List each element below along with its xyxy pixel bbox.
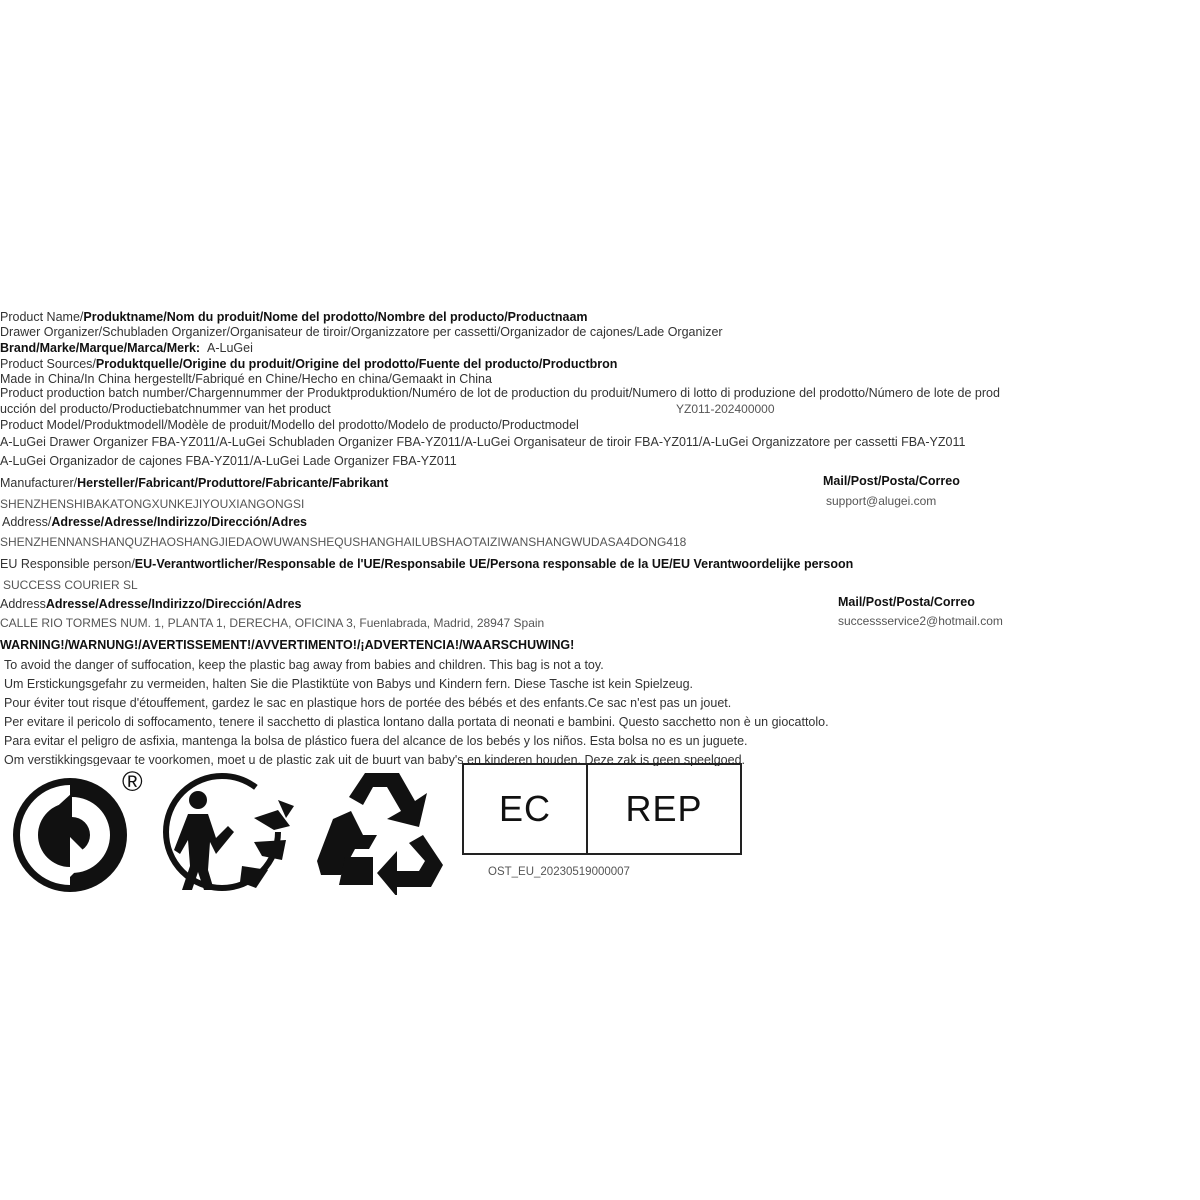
recycle-icon [315,765,450,895]
eu-responsible-value: SUCCESS COURIER SL [3,578,138,592]
eu-address-label: AddressAdresse/Adresse/Indirizzo/Dirección/Adres [0,597,302,611]
rep-label: REP [625,788,703,829]
manufacturer-mail-label: Mail/Post/Posta/Correo [823,474,960,488]
warning-line: Per evitare il pericolo di soffocamento, tenere il sacchetto di plastica lontano dalla portata di neonati e bambini. Questo sacchetto non è un giocattolo. [4,715,829,729]
eu-mail-label: Mail/Post/Posta/Correo [838,595,975,609]
ec-code: OST_EU_20230519000007 [488,866,630,878]
eu-address-value: CALLE RIO TORMES NUM. 1, PLANTA 1, DERECHA, OFICINA 3, Fuenlabrada, Madrid, 28947 Spain [0,616,545,630]
model-value-1: A-LuGei Drawer Organizer FBA-YZ011/A-LuGei Schubladen Organizer FBA-YZ011/A-LuGei Organisateur de tiroir FBA-YZ011/A-LuGei Organizzatore per cassetti FBA-YZ011 [0,435,966,449]
triman-icon [158,770,306,900]
eu-mail-value: successservice2@hotmail.com [838,614,1003,628]
green-dot-icon [10,775,130,895]
address-label: Address/Adresse/Adresse/Indirizzo/Dirección/Adres [2,515,307,529]
batch-label-1: Product production batch number/Chargennummer der Produktproduktion/Numéro de lot de production du produit/Numero di lotto di produzione del prodotto/Número de lote de prod [0,386,1000,400]
brand-row: Brand/Marke/Marque/Marca/Merk: A-LuGei [0,341,253,355]
batch-label-2: ucción del producto/Productiebatchnummer van het product [0,402,331,416]
warning-line: Um Erstickungsgefahr zu vermeiden, halten Sie die Plastiktüte von Babys und Kindern fern. Diese Tasche ist kein Spielzeug. [4,677,694,691]
warning-line: Pour éviter tout risque d'étouffement, gardez le sac en plastique hors de portée des bébés et des enfants.Ce sac n'est pas un jouet. [4,696,732,710]
ec-label: EC [464,765,588,853]
manufacturer-label: Manufacturer/Hersteller/Fabricant/Produttore/Fabricante/Fabrikant [0,476,389,490]
manufacturer-mail-value: support@alugei.com [826,494,937,508]
source-value: Made in China/In China hergestellt/Fabriqué en Chine/Hecho en china/Gemaakt in China [0,372,492,386]
model-value-2: A-LuGei Organizador de cajones FBA-YZ011/A-LuGei Lade Organizer FBA-YZ011 [0,454,457,468]
address-value: SHENZHENNANSHANQUZHAOSHANGJIEDAOWUWANSHEQUSHANGHAILUBSHAOTAIZIWANSHANGWUDASA4DONG418 [0,535,687,549]
product-name-label: Product Name/Produktname/Nom du produit/Nome del prodotto/Nombre del producto/Productnaam [0,310,588,324]
eu-responsible-label: EU Responsible person/EU-Verantwortlicher/Responsable de l'UE/Responsabile UE/Persona responsable de la UE/EU Verantwoordelijke persoon [0,557,854,571]
warning-line: Om verstikkingsgevaar te voorkomen, moet u de plastic zak uit de buurt van baby's en kinderen houden. Deze zak is geen speelgoed. [4,753,746,766]
manufacturer-value: SHENZHENSHIBAKATONGXUNKEJIYOUXIANGONGSI [0,497,305,511]
warning-line: Para evitar el peligro de asfixia, mantenga la bolsa de plástico fuera del alcance de los bebés y los niños. Esta bolsa no es un juguete. [4,734,748,748]
registered-mark: ® [122,766,143,797]
ec-rep-box [462,763,742,855]
product-name-value: Drawer Organizer/Schubladen Organizer/Organisateur de tiroir/Organizzatore per cassetti/Organizador de cajones/Lade Organizer [0,325,723,339]
batch-value: YZ011-202400000 [676,402,775,416]
model-label: Product Model/Produktmodell/Modèle de produit/Modello del prodotto/Modelo de producto/Productmodel [0,418,579,432]
warning-heading: WARNING!/WARNUNG!/AVERTISSEMENT!/AVVERTIMENTO!/¡ADVERTENCIA!/WAARSCHUWING! [0,638,575,652]
source-label: Product Sources/Produktquelle/Origine du produit/Origine del prodotto/Fuente del producto/Productbron [0,357,618,371]
warning-line: To avoid the danger of suffocation, keep the plastic bag away from babies and children. This bag is not a toy. [4,658,604,672]
